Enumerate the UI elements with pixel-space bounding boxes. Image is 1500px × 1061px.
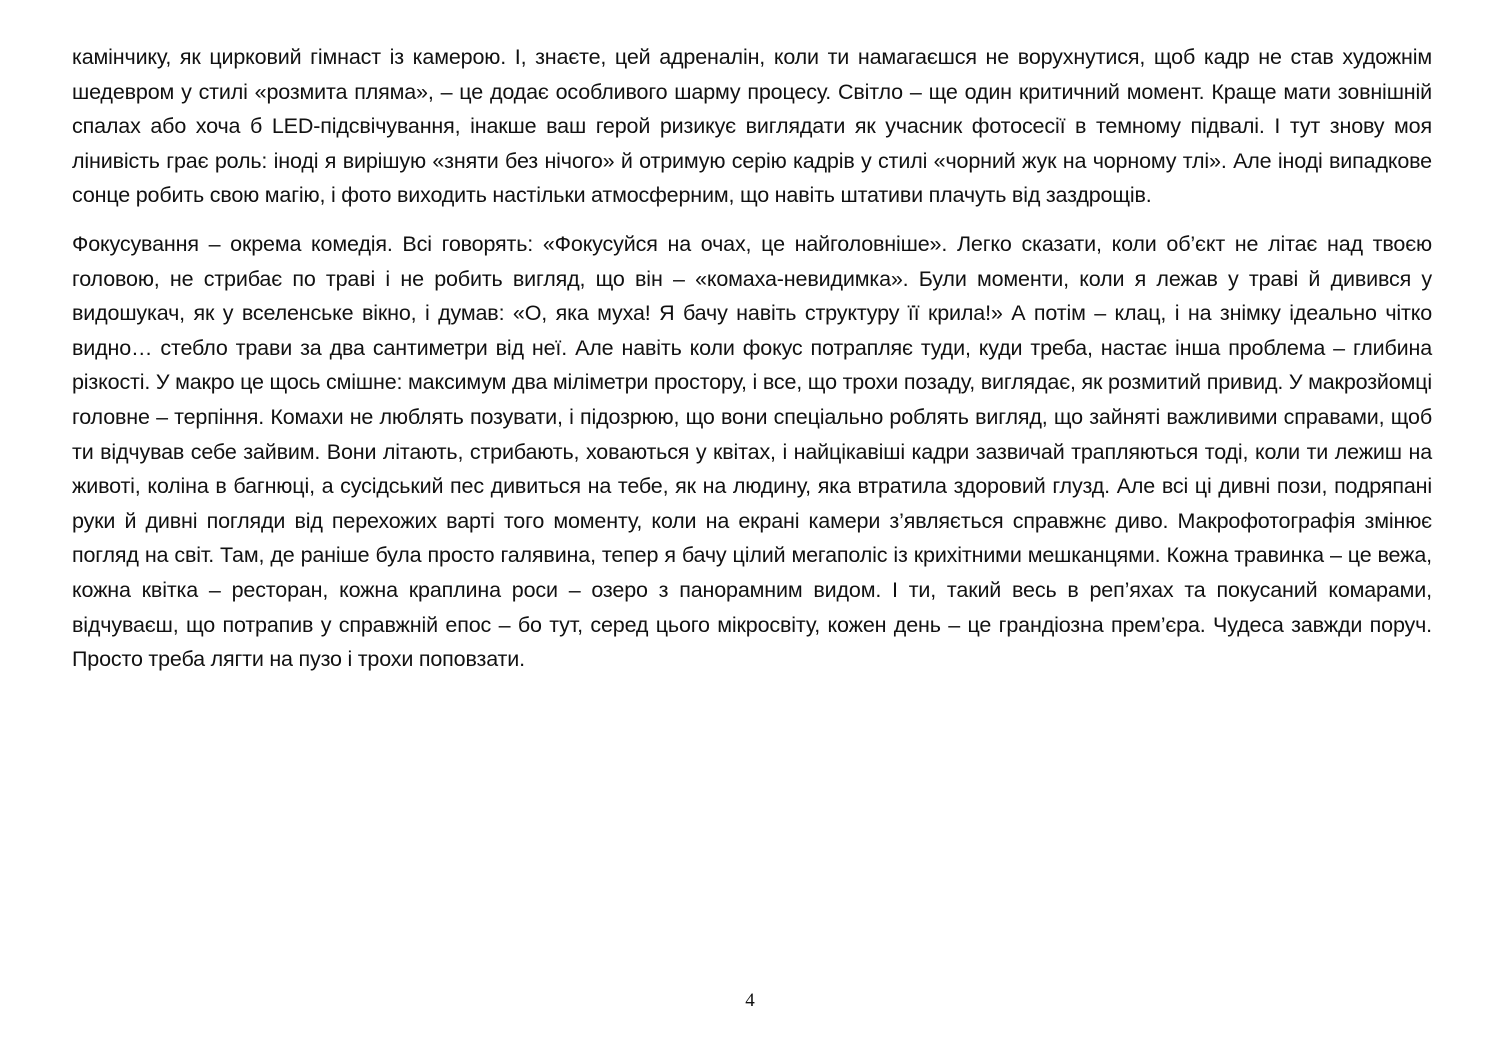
body-text: [72, 40, 1432, 677]
paragraph-2: Фокусування – окрема комедія. Всі говорять: «Фокусуйся на очах, це найголовніше». Легко сказати, коли об’єкт не літає над твоєю головою, не стрибає по траві і не робить вигляд, що він – «комаха-невидимка». Були моменти, коли я лежав у траві й дивився у видошукач, як у вселенське вікно, і думав: «О, яка муха! Я бачу навіть структуру її крила!» А потім – клац, і на знімку ідеально чітко видно… стебло трави за два сантиметри від неї. Але навіть коли фокус потрапляє туди, куди треба, настає інша проблема – глибина різкості. У макро це щось смішне: максимум два міліметри простору, і все, що трохи позаду, виглядає, як розмитий привид. У макрозйомці головне – терпіння. Комахи не люблять позувати, і підозрюю, що вони спеціально роблять вигляд, що зайняті важливими справами, щоб ти відчував себе зайвим. Вони літають, стрибають, ховаються у квітах, і найцікавіші кадри зазвичай трапляються тоді, коли ти лежиш на животі, коліна в багнюці, а сусідський пес дивиться на тебе, як на людину, яка втратила здоровий глузд. Але всі ці дивні пози, подряпані руки й дивні погляди від перехожих варті того моменту, коли на екрані камери з’являється справжнє диво. Макрофотографія змінює погляд на світ. Там, де раніше була просто галявина, тепер я бачу цілий мегаполіс із крихітними мешканцями. Кожна травинка – це вежа, кожна квітка – ресторан, кожна краплина роси – озеро з панорамним видом. І ти, такий весь в реп’яхах та покусаний комарами, відчуваєш, що потрапив у справжній епос – бо тут, серед цього мікросвіту, кожен день – це грандіозна прем’єра. Чудеса завжди поруч. Просто треба лягти на пузо і трохи поповзати.: [72, 231, 1432, 672]
page-number: 4: [745, 990, 755, 1011]
paragraph-1: камінчику, як цирковий гімнаст із камерою. І, знаєте, цей адреналін, коли ти намагаєшся не ворухнутися, щоб кадр не став художнім шедевром у стилі «розмита пляма», – це додає особливого шарму процесу. Світло – ще один критичний момент. Краще мати зовнішній спалах або хоча б LED-підсвічування, інакше ваш герой ризикує виглядати як учасник фотосесії в темному підвалі. І тут знову моя лінивість грає роль: іноді я вирішую «зняти без нічого» й отримую серію кадрів у стилі «чорний жук на чорному тлі». Але іноді випадкове сонце робить свою магію, і фото виходить настільки атмосферним, що навіть штативи плачуть від заздрощів.: [72, 45, 1432, 208]
